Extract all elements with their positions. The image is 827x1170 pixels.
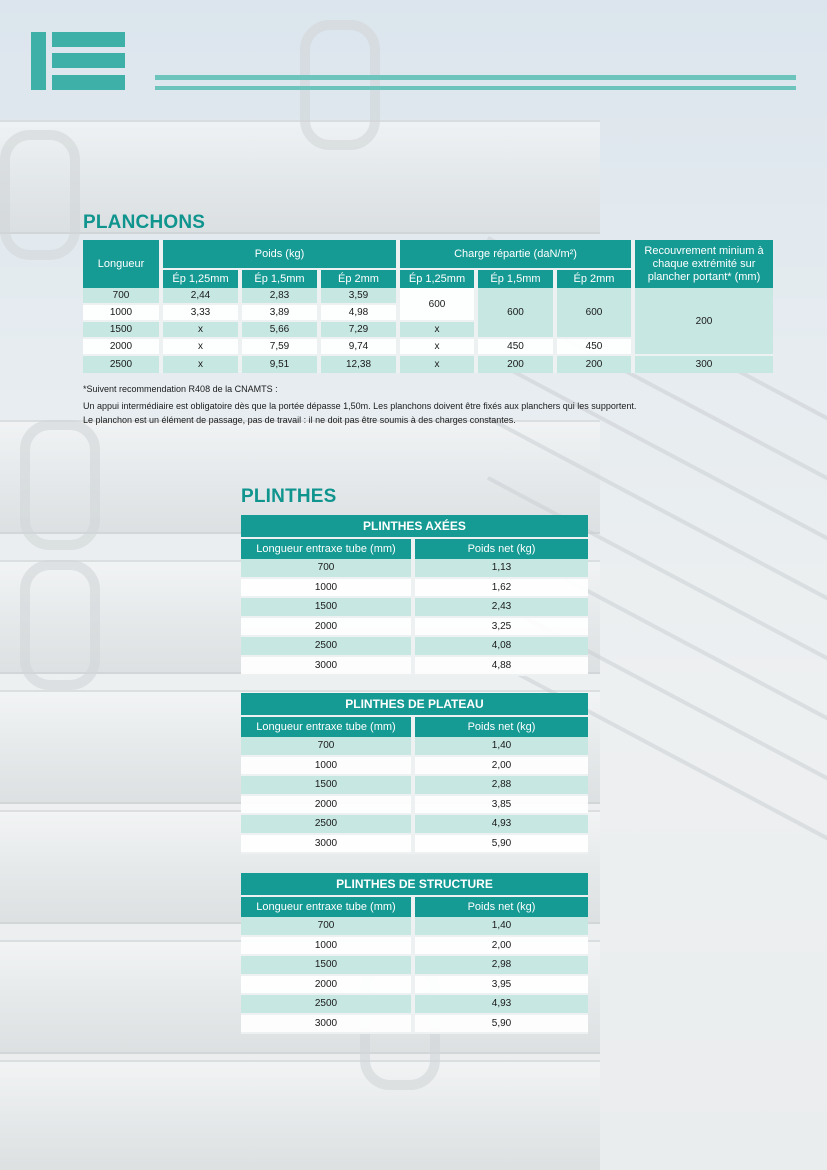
- planchons-note-2: Un appui intermédiaire est obligatoire dès que la portée dépasse 1,50m. Les planchons doivent être fixés aux planchers qui les supportent.: [83, 401, 637, 411]
- table-row: 1000 1,62: [241, 579, 588, 599]
- plinthes-structure-table: [241, 873, 588, 1034]
- table-row: 3000 4,88: [241, 657, 588, 677]
- table-title: PLINTHES DE STRUCTURE: [241, 873, 588, 897]
- table-row: 1500 2,88: [241, 776, 588, 796]
- col-longueur: Longueur entraxe tube (mm): [241, 897, 415, 917]
- planchons-note-1: *Suivent recommendation R408 de la CNAMTS :: [83, 384, 278, 394]
- header-rule: [155, 86, 796, 90]
- col-poids: Poids (kg): [163, 240, 400, 270]
- planchons-heading: PLANCHONS: [83, 212, 206, 233]
- table-row: 2500 x 9,51 12,38 x 200 200 300: [83, 356, 773, 373]
- table-row: 700 1,13: [241, 559, 588, 579]
- table-row: 3000 5,90: [241, 1015, 588, 1035]
- table-row: 2500 4,93: [241, 815, 588, 835]
- table-row: 2000 3,95: [241, 976, 588, 996]
- table-title: PLINTHES AXÉES: [241, 515, 588, 539]
- planchons-note-3: Le planchon est un élément de passage, pas de travail : il ne doit pas être soumis à des charges constantes.: [83, 415, 516, 425]
- plinthes-plateau-table: [241, 693, 588, 854]
- planchons-table: [83, 240, 773, 373]
- plinthes-heading: PLINTHES: [241, 486, 337, 507]
- table-row: 700 1,40: [241, 917, 588, 937]
- table-row: 1000 3,33 3,89 4,98: [83, 305, 773, 322]
- col-poids: Poids net (kg): [415, 539, 588, 559]
- col-charge: Charge répartie (daN/m²): [400, 240, 635, 270]
- col-poids-ep15: Ép 1,5mm: [242, 270, 321, 288]
- table-title: PLINTHES DE PLATEAU: [241, 693, 588, 717]
- col-longueur: Longueur entraxe tube (mm): [241, 539, 415, 559]
- plinthes-axees-table: [241, 515, 588, 676]
- col-poids: Poids net (kg): [415, 897, 588, 917]
- table-row: 1500 x 5,66 7,29 x: [83, 322, 773, 339]
- header-rule: [155, 75, 796, 80]
- table-row: 700 2,44 2,83 3,59 600 600 600 200: [83, 288, 773, 305]
- col-longueur: Longueur entraxe tube (mm): [241, 717, 415, 737]
- table-row: 1500 2,98: [241, 956, 588, 976]
- col-charge-ep125: Ép 1,25mm: [400, 270, 478, 288]
- table-row: 1000 2,00: [241, 757, 588, 777]
- table-row: 2000 x 7,59 9,74 x 450 450: [83, 339, 773, 356]
- table-row: 1000 2,00: [241, 937, 588, 957]
- table-row: 700 1,40: [241, 737, 588, 757]
- col-poids-ep125: Ép 1,25mm: [163, 270, 242, 288]
- col-recouvrement: Recouvrement minium à chaque extrémité sur plancher portant* (mm): [635, 240, 773, 288]
- table-row: 2500 4,93: [241, 995, 588, 1015]
- table-row: 2000 3,85: [241, 796, 588, 816]
- table-row: 3000 5,90: [241, 835, 588, 855]
- brand-logo-icon: [31, 32, 125, 90]
- table-row: 2500 4,08: [241, 637, 588, 657]
- col-poids-ep2: Ép 2mm: [321, 270, 400, 288]
- table-row: 1500 2,43: [241, 598, 588, 618]
- col-charge-ep15: Ép 1,5mm: [478, 270, 557, 288]
- col-longueur: Longueur: [83, 240, 163, 288]
- col-charge-ep2: Ép 2mm: [557, 270, 635, 288]
- table-row: 2000 3,25: [241, 618, 588, 638]
- col-poids: Poids net (kg): [415, 717, 588, 737]
